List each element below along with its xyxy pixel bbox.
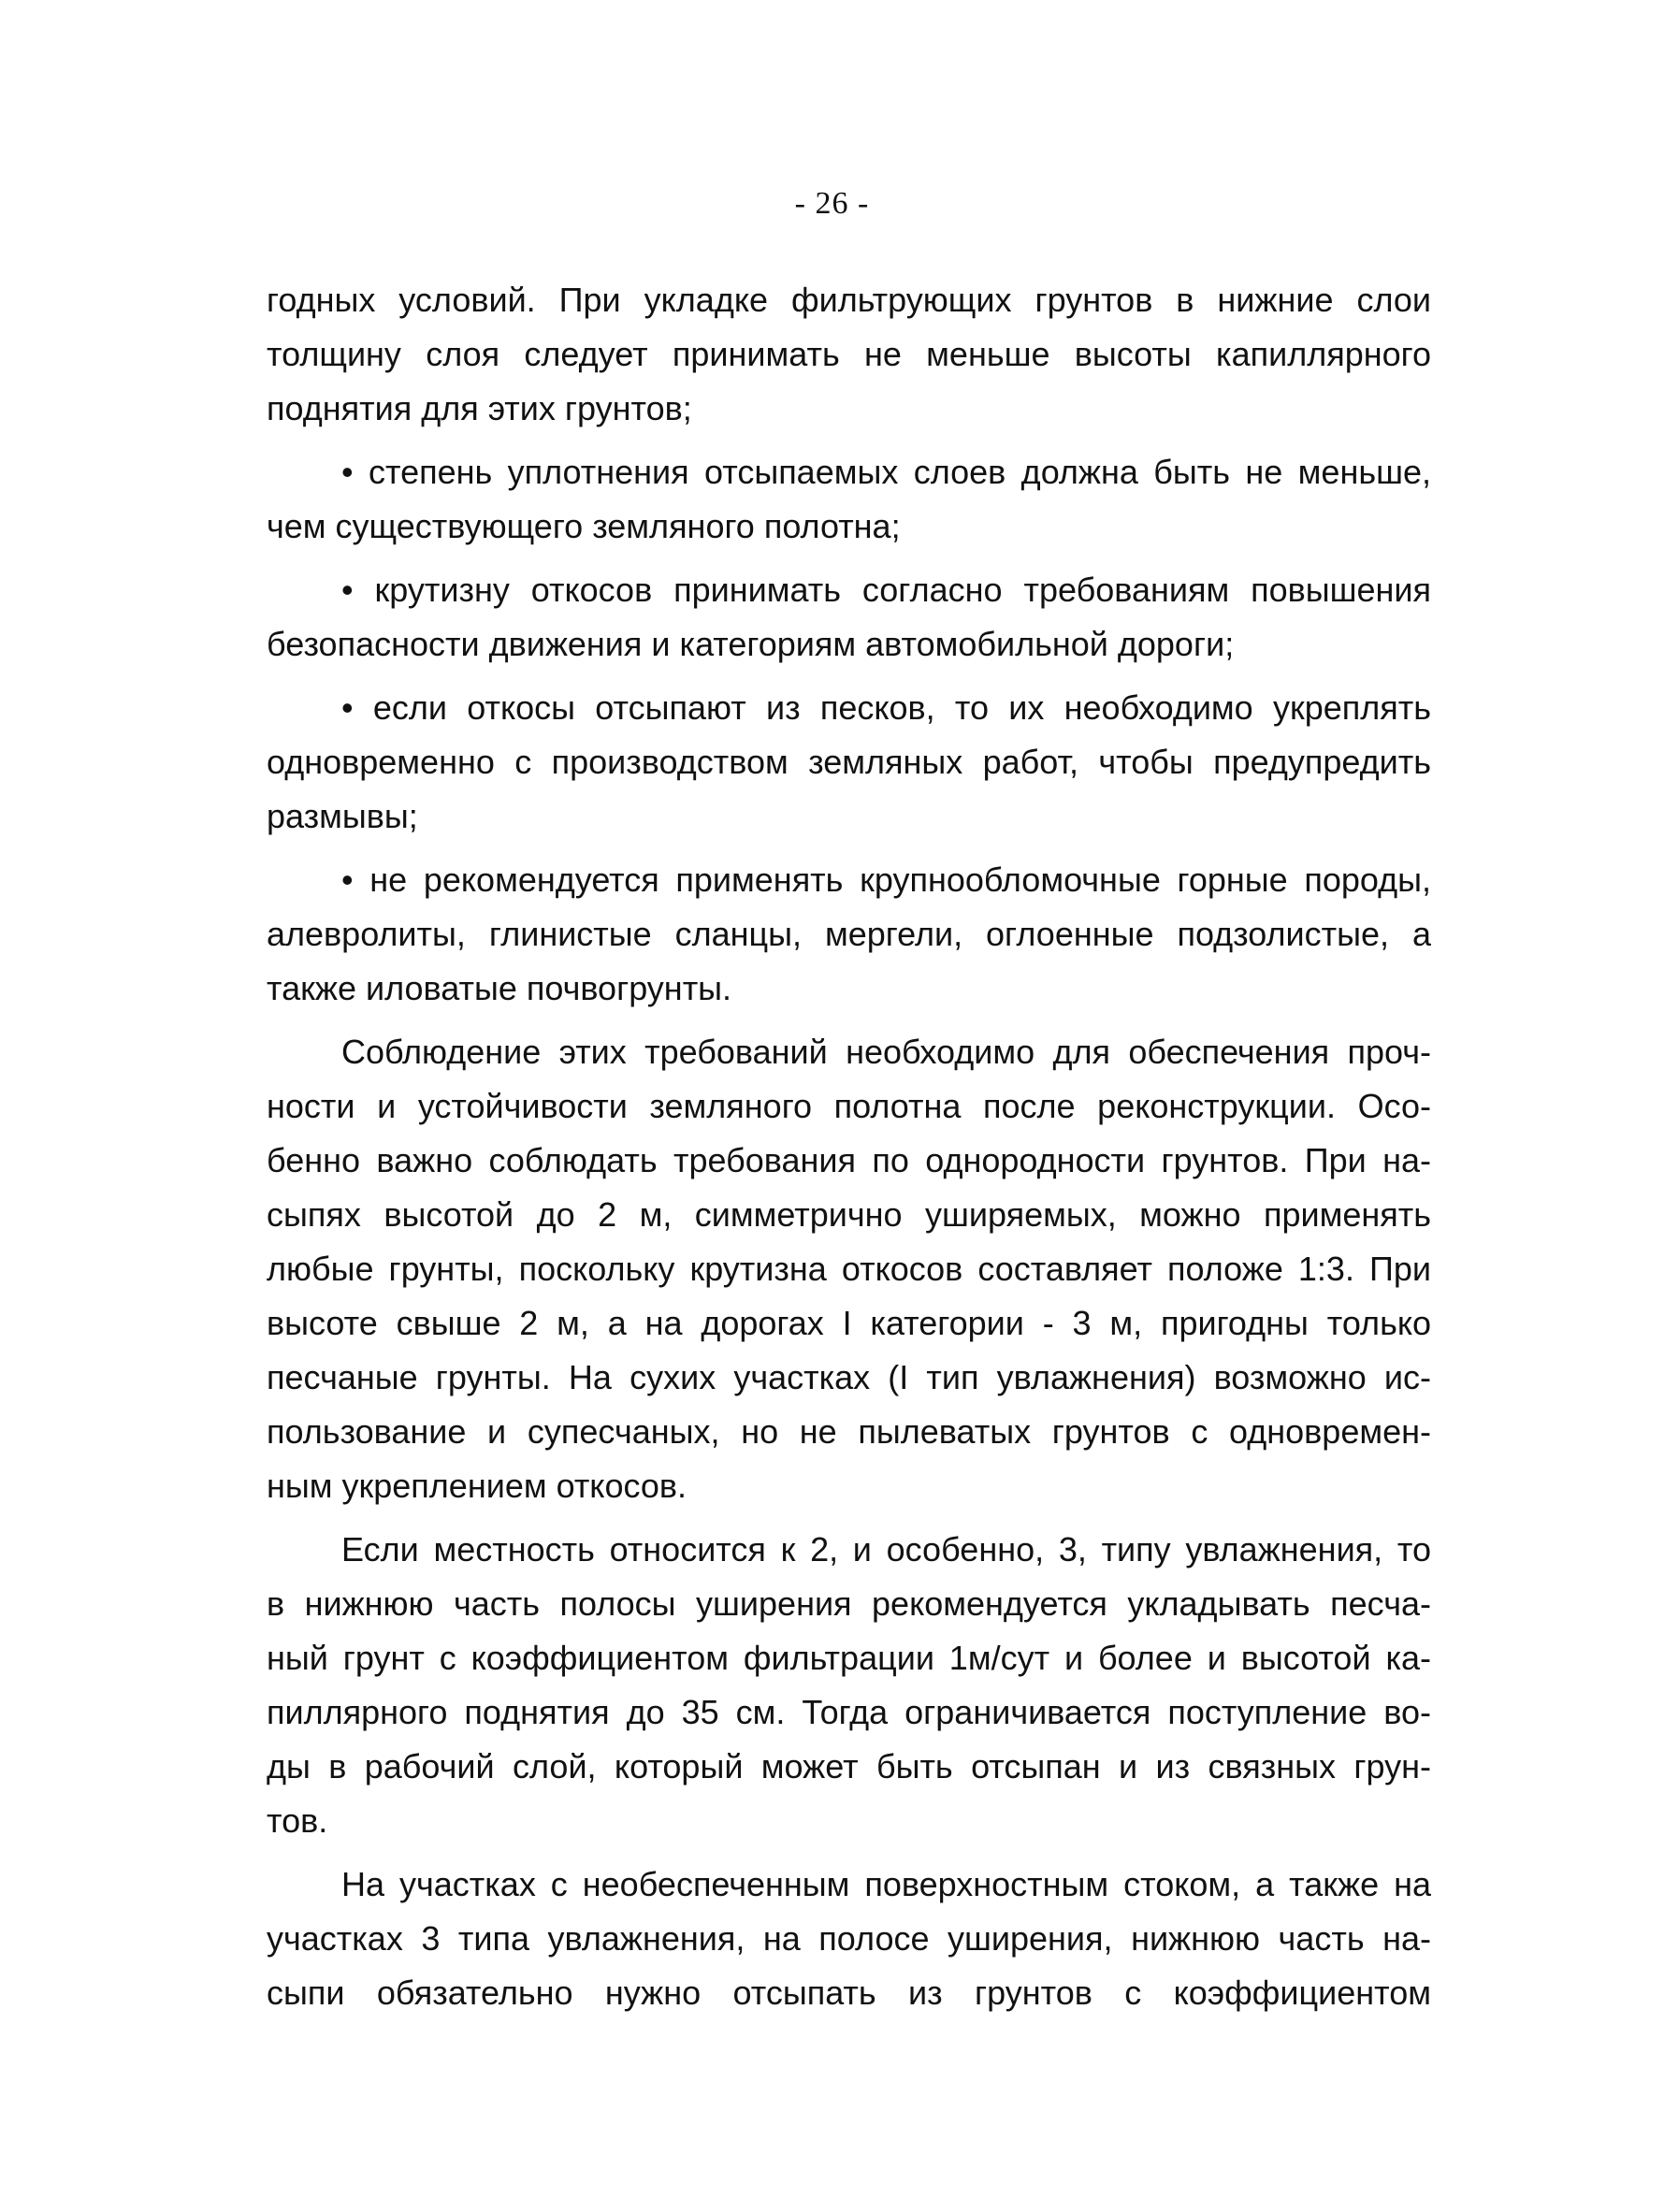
text-line: любые грунты, поскольку крутизна откосов составляет положе 1:3. При [267, 1250, 1431, 1288]
text-line: песчаные грунты. На сухих участках (I тип увлажнения) возможно ис- [267, 1358, 1431, 1396]
bullet-item [267, 445, 1431, 554]
text-line: сыпях высотой до 2 м, симметрично уширяемых, можно применять [267, 1195, 1431, 1234]
text-line: безопасности движения и категориям автомобильной дороги; [267, 625, 1235, 663]
text-body [267, 273, 1431, 2020]
text-line: • если откосы отсыпают из песков, то их необходимо укреплять [341, 688, 1431, 727]
text-line: в нижнюю часть полосы уширения рекомендуется укладывать песча- [267, 1584, 1431, 1623]
text-line: Соблюдение этих требований необходимо для обеспечения проч- [341, 1033, 1431, 1071]
paragraph [267, 1025, 1431, 1513]
text-line: ности и устойчивости земляного полотна после реконструкции. Осо- [267, 1087, 1431, 1125]
text-line: • не рекомендуется применять крупнообломочные горные породы, [341, 860, 1431, 899]
text-line: • крутизну откосов принимать согласно требованиям повышения [341, 571, 1431, 609]
text-line: высоте свыше 2 м, а на дорогах I категории - 3 м, пригодны только [267, 1304, 1431, 1342]
text-line: участках 3 типа увлажнения, на полосе уширения, нижнюю часть на- [267, 1919, 1431, 1958]
paragraph [267, 1858, 1431, 2020]
text-line: чем существующего земляного полотна; [267, 507, 901, 545]
bullet-item [267, 563, 1431, 672]
text-line: толщину слоя следует принимать не меньше высоты капиллярного [267, 335, 1431, 373]
text-line: ды в рабочий слой, который может быть отсыпан и из связных грун- [267, 1747, 1431, 1786]
paragraph [267, 273, 1431, 436]
bullet-item [267, 681, 1431, 844]
text-line: тов. [267, 1801, 328, 1840]
paragraph [267, 1523, 1431, 1848]
text-line: бенно важно соблюдать требования по однородности грунтов. При на- [267, 1141, 1431, 1179]
text-line: поднятия для этих грунтов; [267, 389, 692, 427]
bullet-item [267, 853, 1431, 1016]
page-number: - 26 - [794, 186, 870, 221]
text-line: На участках с необеспеченным поверхностным стоком, а также на [341, 1865, 1431, 1903]
text-line: ный грунт с коэффициентом фильтрации 1м/сут и более и высотой ка- [267, 1639, 1431, 1677]
text-line: пользование и супесчаных, но не пылеватых грунтов с одновремен- [267, 1412, 1431, 1451]
text-line: Если местность относится к 2, и особенно, 3, типу увлажнения, то [341, 1530, 1431, 1569]
text-line: также иловатые почвогрунты. [267, 969, 732, 1007]
text-line: одновременно с производством земляных работ, чтобы предупредить [267, 743, 1431, 781]
text-line: сыпи обязательно нужно отсыпать из грунтов с коэффициентом [267, 1973, 1431, 2012]
text-line: алевролиты, глинистые сланцы, мергели, оглоенные подзолистые, а [267, 915, 1431, 953]
text-line: размывы; [267, 797, 418, 835]
text-line: пиллярного поднятия до 35 см. Тогда ограничивается поступление во- [267, 1693, 1431, 1731]
text-line: годных условий. При укладке фильтрующих грунтов в нижние слои [267, 281, 1431, 319]
text-line: ным укреплением откосов. [267, 1467, 687, 1505]
text-line: • степень уплотнения отсыпаемых слоев должна быть не меньше, [341, 453, 1431, 491]
